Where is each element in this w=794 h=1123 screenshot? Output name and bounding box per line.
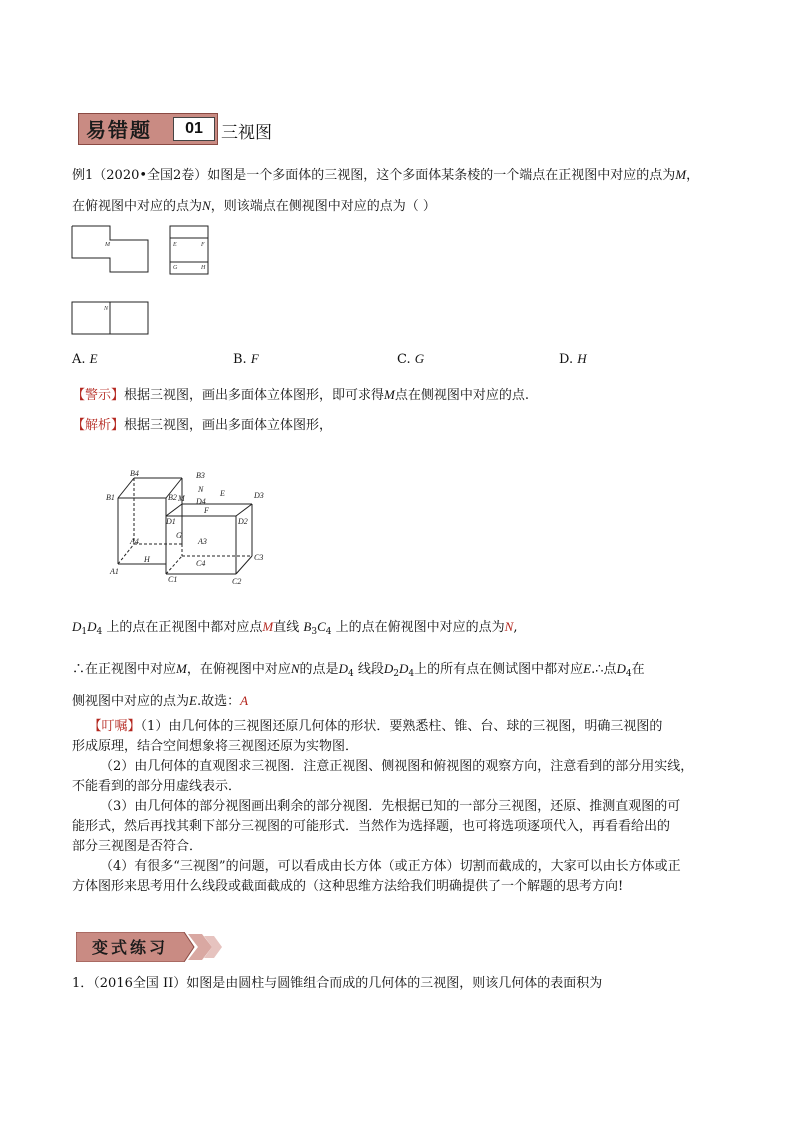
- label-d1: D1: [166, 517, 176, 526]
- side-label-f: F: [201, 242, 205, 248]
- reminder-p4: （4）有很多“三视图”的问题，可以看成由长方体（或正方体）切割而截成的，大家可以由长方体或正 方体图形来思考用什么线段或截面截成的（这种思维方法给我们明确提供了一个解题的思考方向!: [72, 859, 681, 894]
- section-badge-title: 易错题: [86, 118, 152, 142]
- label-b2: B2: [168, 493, 177, 502]
- label-b3: B3: [196, 471, 205, 480]
- side-view: [168, 224, 213, 284]
- label-a1: A1: [110, 567, 119, 576]
- label-e: E: [220, 489, 225, 498]
- label-g: G: [176, 531, 182, 540]
- label-a3: A3: [198, 537, 207, 546]
- reasoning-line-1: $D_1D_4$ 上的点在正视图中都对应点M直线 $B_3C_4$ 上的点在俯视图中对应的点为N,: [72, 619, 518, 637]
- option-c[interactable]: C. G: [397, 351, 425, 367]
- label-d3: D3: [254, 491, 264, 500]
- solid-figure: [104, 466, 274, 590]
- section-badge-number: 01: [173, 117, 215, 141]
- front-view-label-m: M: [105, 242, 110, 248]
- front-view: [72, 226, 148, 272]
- label-b1: B1: [106, 493, 115, 502]
- reasoning-line-2: ∴在正视图中对应M，在俯视图中对应N的点是$D_4$ 线段$D_2D_4$上的所有点在侧试图中都对应E.∴点$D_4$在: [72, 661, 645, 679]
- side-label-h: H: [201, 265, 206, 271]
- side-label-g: G: [173, 265, 178, 271]
- label-c2: C2: [232, 577, 242, 586]
- top-view-label-n: N: [104, 306, 109, 312]
- reminder-p1: 【叮嘱】（1）由几何体的三视图还原几何体的形状．要熟悉柱、锥、台、球的三视图，明确三视图的 形成原理，结合空间想象将三视图还原为实物图．: [72, 719, 663, 754]
- label-h: H: [144, 555, 150, 564]
- reminder-p3: （3）由几何体的部分视图画出剩余的部分视图．先根据已知的一部分三视图，还原、推测直观图的可 能形式，然后再找其剩下部分三视图的可能形式．当然作为选择题，也可将选项逐项代入，再看看给出的 部分三视图是否符合．: [72, 799, 681, 854]
- reminder-p2: （2）由几何体的直观图求三视图．注意正视图、侧视图和俯视图的观察方向，注意看到的部分用实线， 不能看到的部分用虚线表示．: [72, 759, 694, 794]
- warning-note: 【警示】根据三视图，画出多面体立体图形，即可求得M点在侧视图中对应的点.: [72, 387, 530, 403]
- label-d2: D2: [238, 517, 248, 526]
- question-line-1: 例1（2020•全国2卷）如图是一个多面体的三视图，这个多面体某条棱的一个端点在正视图中对应的点为M，: [72, 167, 700, 183]
- side-label-e: E: [173, 242, 177, 248]
- label-a4: A4: [130, 537, 139, 546]
- practice-banner-title: 变式练习: [92, 938, 169, 957]
- section-topic: 三视图: [221, 123, 272, 143]
- label-c3: C3: [254, 553, 264, 562]
- label-b4: B4: [130, 469, 139, 478]
- label-d4: D4: [196, 497, 206, 506]
- label-c4: C4: [196, 559, 206, 568]
- option-b[interactable]: B. F: [233, 351, 259, 367]
- reasoning-line-3: 侧视图中对应的点为E.故选：A: [72, 693, 249, 709]
- analysis-note: 【解析】根据三视图，画出多面体立体图形，: [72, 418, 333, 433]
- label-f: F: [204, 506, 209, 515]
- label-m: M: [178, 494, 185, 503]
- option-a[interactable]: A. E: [72, 351, 98, 367]
- practice-question-1: 1．（2016全国 II）如图是由圆柱与圆锥组合而成的几何体的三视图，则该几何体的表面积为: [72, 976, 603, 991]
- label-c1: C1: [168, 575, 178, 584]
- question-line-2: 在俯视图中对应的点为N，则该端点在侧视图中对应的点为（ ）: [72, 198, 436, 214]
- label-n: N: [198, 485, 204, 494]
- option-d[interactable]: D. H: [559, 351, 587, 367]
